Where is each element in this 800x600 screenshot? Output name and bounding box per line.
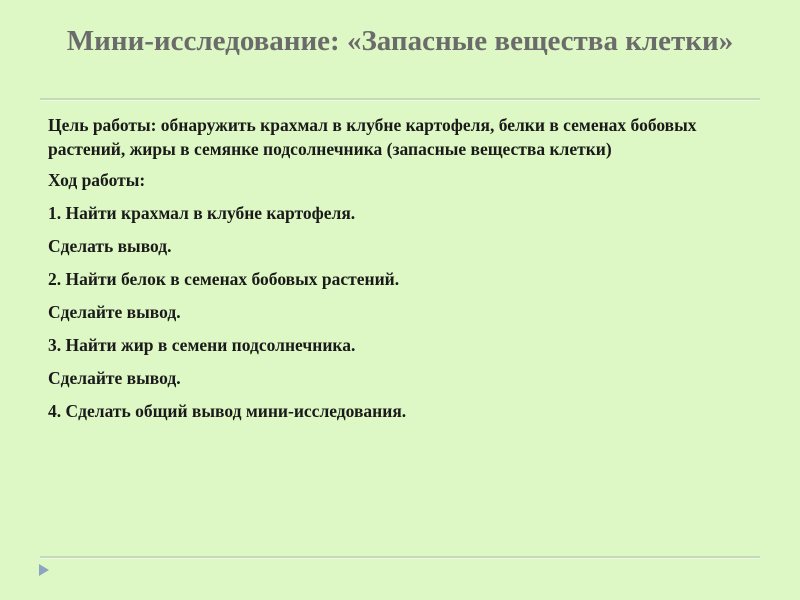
goal-paragraph: Цель работы: обнаружить крахмал в клубне картофеля, белки в семенах бобовых растений, жиры в семянке подсолнечника (запасные вещества клетки) — [48, 115, 697, 159]
procedure-heading: Ход работы: — [48, 170, 146, 190]
play-triangle-icon[interactable] — [39, 564, 49, 576]
step-4: 4. Сделать общий вывод мини-исследования. — [48, 401, 407, 421]
slide-title: Мини-исследование: «Запасные вещества клетки» — [66, 25, 734, 57]
conclusion-3: Сделайте вывод. — [48, 368, 181, 388]
footer-divider — [40, 556, 760, 559]
step-1: 1. Найти крахмал в клубне картофеля. — [48, 203, 356, 223]
conclusion-1: Сделать вывод. — [48, 236, 172, 256]
title-divider — [40, 98, 760, 101]
slide-body — [48, 113, 748, 433]
step-3: 3. Найти жир в семени подсолнечника. — [48, 335, 356, 355]
conclusion-2: Сделайте вывод. — [48, 302, 181, 322]
step-2: 2. Найти белок в семенах бобовых растений. — [48, 269, 400, 289]
